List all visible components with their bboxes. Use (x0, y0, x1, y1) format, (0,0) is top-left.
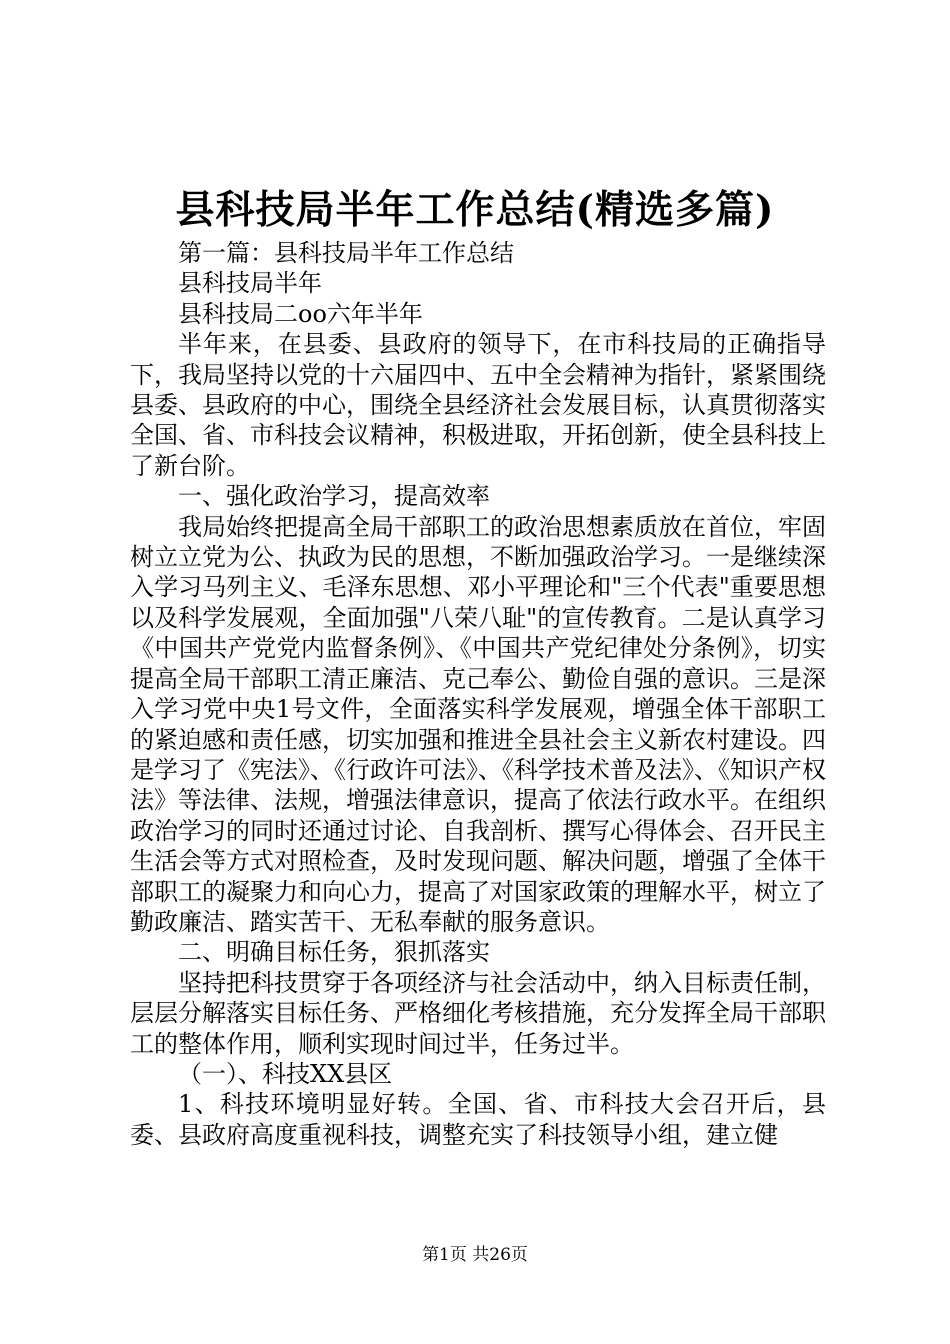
page-footer: 第1页 共26页 (422, 1245, 528, 1265)
document-body (130, 238, 826, 1150)
section-heading-1: 一、强化政治学习，提高效率 (178, 482, 490, 511)
subsection-heading-1: （一）、科技XX县区 (178, 1059, 393, 1088)
paragraph-subtitle-date: 县科技局二oo六年半年 (178, 299, 423, 328)
paragraph-subtitle: 县科技局半年 (178, 269, 322, 298)
section-heading-2: 二、明确目标任务，狠抓落实 (178, 938, 490, 967)
paragraph-section-2: 坚持把科技贯穿于各项经济与社会活动中，纳入目标责任制，层层分解落实目标任务、严格细化考核措施，充分发挥全局干部职工的整体作用，顺利实现时间过半，任务过半。 (130, 968, 826, 1058)
paragraph-intro: 半年来，在县委、县政府的领导下，在市科技局的正确指导下，我局坚持以党的十六届四中、五中全会精神为指针，紧紧围绕县委、县政府的中心，围绕全县经济社会发展目标，认真贯彻落实全国、省、市科技会议精神，积极进取，开拓创新，使全县科技上了新台阶。 (130, 330, 826, 480)
document-title: 县科技局半年工作总结(精选多篇) (175, 187, 775, 233)
paragraph-section-1: 我局始终把提高全局干部职工的政治思想素质放在首位，牢固树立立党为公、执政为民的思想，不断加强政治学习。一是继续深入学习马列主义、毛泽东思想、邓小平理论和"三个代表"重要思想以及科学发展观，全面加强"八荣八耻"的宣传教育。二是认真学习《中国共产党党内监督条例》、《中国共产党纪律处分条例》，切实提高全局干部职工清正廉洁、克己奉公、勤俭自强的意识。三是深入学习党中央1号文件，全面落实科学发展观，增强全体干部职工的紧迫感和责任感，切实加强和推进全县社会主义新农村建设。四是学习了《宪法》、《行政许可法》、《科学技术普及法》、《知识产权法》等法律、法规，增强法律意识，提高了依法行政水平。在组织政治学习的同时还通过讨论、自我剖析、撰写心得体会、召开民主生活会等方式对照检查，及时发现问题、解决问题，增强了全体干部职工的凝聚力和向心力，提高了对国家政策的理解水平，树立了勤政廉洁、踏实苦干、无私奉献的服务意识。 (130, 512, 826, 936)
paragraph-item-1: 1、科技环境明显好转。全国、省、市科技大会召开后，县委、县政府高度重视科技，调整充实了科技领导小组，建立健 (130, 1090, 826, 1149)
paragraph-chapter-heading: 第一篇：县科技局半年工作总结 (178, 239, 514, 267)
